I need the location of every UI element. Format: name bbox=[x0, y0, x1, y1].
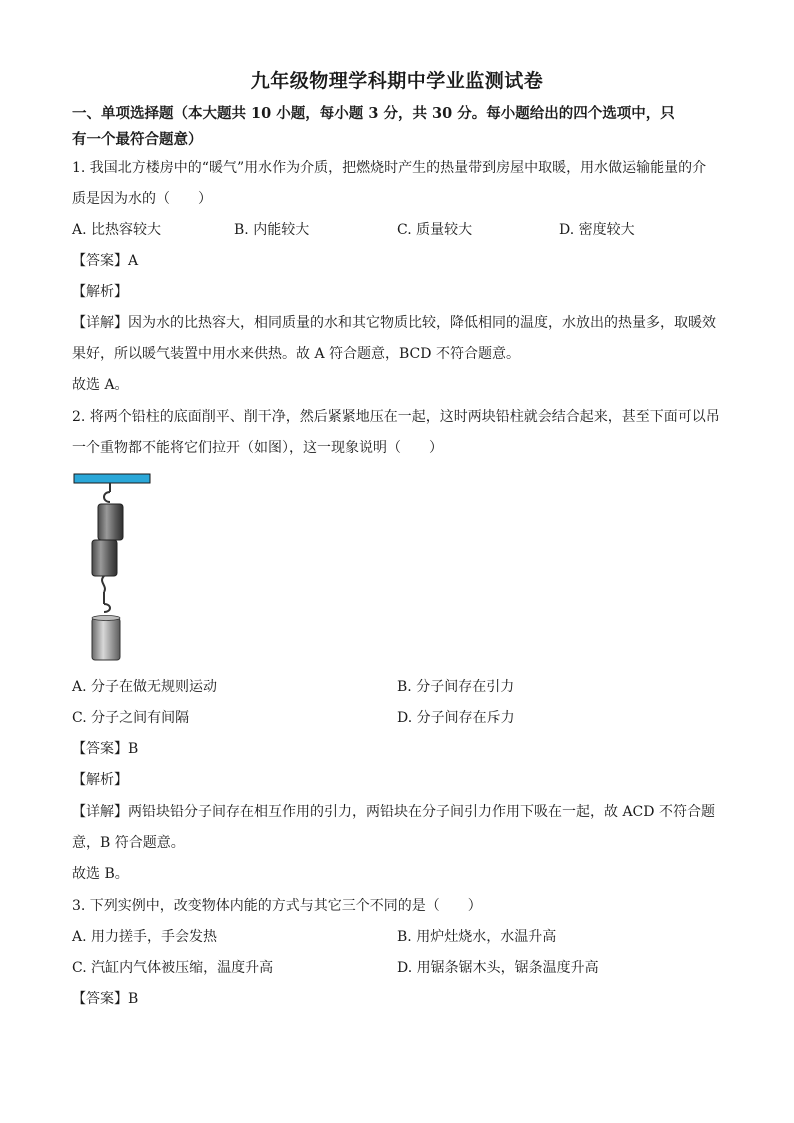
q2-analysis-label: 【解析】 bbox=[72, 772, 128, 788]
support-bar bbox=[74, 474, 150, 483]
lower-lead-cylinder bbox=[92, 540, 117, 576]
q1-detail-line1: 【详解】因为水的比热容大，相同质量的水和其它物质比较，降低相同的温度，水放出的热量多，取暖效 bbox=[72, 315, 716, 331]
q1-option-d: D. 密度较大 bbox=[559, 222, 635, 238]
q1-option-b: B. 内能较大 bbox=[234, 222, 310, 238]
q2-stem-line2: 一个重物都不能将它们拉开（如图），这一现象说明（ ） bbox=[72, 440, 443, 456]
q3-option-b: B. 用炉灶烧水，水温升高 bbox=[397, 929, 557, 945]
q1-option-a: A. 比热容较大 bbox=[72, 222, 162, 238]
q1-detail-line2: 果好，所以暖气装置中用水来供热。故 A 符合题意，BCD 不符合题意。 bbox=[72, 346, 520, 362]
q2-stem-line1: 2. 将两个铅柱的底面削平、削干净，然后紧紧地压在一起，这时两块铅柱就会结合起来，甚至下面可以吊 bbox=[72, 409, 720, 425]
q1-conclusion: 故选 A。 bbox=[72, 377, 129, 393]
q3-answer: 【答案】B bbox=[72, 991, 139, 1007]
hanging-weight bbox=[92, 618, 120, 660]
q3-stem: 3. 下列实例中，改变物体内能的方式与其它三个不同的是（ ） bbox=[72, 898, 482, 914]
q1-option-c: C. 质量较大 bbox=[397, 222, 473, 238]
q3-option-d: D. 用锯条锯木头，锯条温度升高 bbox=[397, 960, 599, 976]
q2-detail-line1: 【详解】两铅块铅分子间存在相互作用的引力，两铅块在分子间引力作用下吸在一起，故 ACD 不符合题 bbox=[72, 804, 715, 820]
q1-analysis-label: 【解析】 bbox=[72, 284, 128, 300]
section-heading-line1: 一、单项选择题（本大题共 10 小题，每小题 3 分，共 30 分。每小题给出的四个选项中，只 bbox=[72, 105, 675, 122]
q2-option-a: A. 分子在做无规则运动 bbox=[72, 679, 218, 695]
upper-lead-cylinder bbox=[98, 504, 123, 540]
page-title: 九年级物理学科期中学业监测试卷 bbox=[250, 70, 544, 92]
lead-cylinders-figure bbox=[72, 470, 152, 666]
q3-option-a: A. 用力搓手，手会发热 bbox=[72, 929, 218, 945]
section-heading-line2: 有一个最符合题意） bbox=[72, 131, 203, 148]
q2-detail-line2: 意，B 符合题意。 bbox=[72, 835, 185, 851]
q2-conclusion: 故选 B。 bbox=[72, 866, 129, 882]
lower-hook bbox=[102, 576, 110, 612]
upper-hook bbox=[104, 483, 110, 502]
q2-option-b: B. 分子间存在引力 bbox=[397, 679, 515, 695]
q2-answer: 【答案】B bbox=[72, 741, 139, 757]
q1-stem-line1: 1. 我国北方楼房中的“暖气”用水作为介质，把燃烧时产生的热量带到房屋中取暖，用水做运输能量的介 bbox=[72, 160, 707, 176]
q2-option-c: C. 分子之间有间隔 bbox=[72, 710, 190, 726]
q2-option-d: D. 分子间存在斥力 bbox=[397, 710, 515, 726]
q1-stem-line2: 质是因为水的（ ） bbox=[72, 191, 212, 207]
q1-answer: 【答案】A bbox=[72, 253, 139, 269]
q3-option-c: C. 汽缸内气体被压缩，温度升高 bbox=[72, 960, 274, 976]
